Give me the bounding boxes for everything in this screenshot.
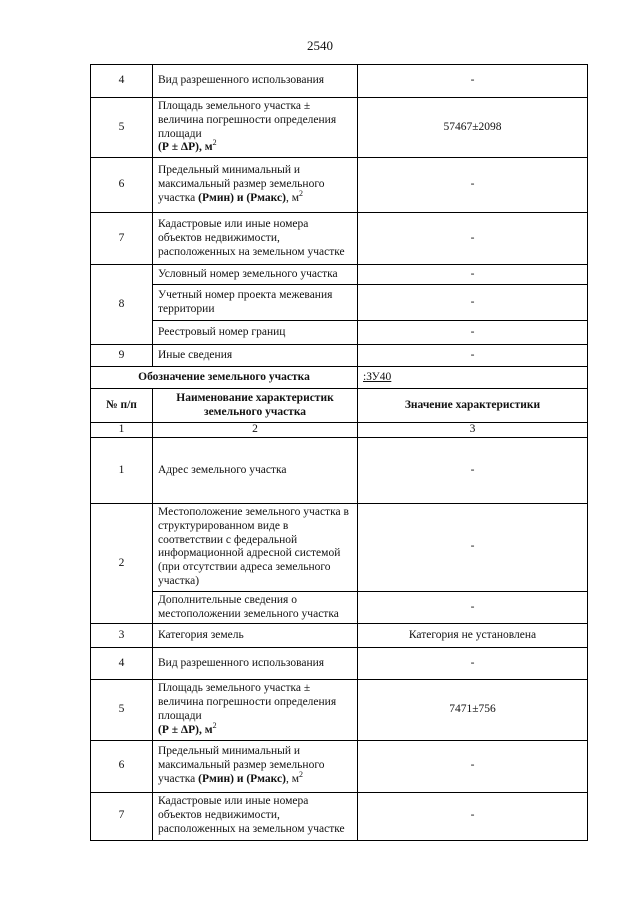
size-formula: (Рмин) и (Рмакс) (198, 192, 286, 205)
name-line: максимальный размер земельного (158, 178, 325, 191)
name-line: площади (158, 127, 202, 140)
index-cell: 3 (358, 423, 588, 438)
table-row (91, 437, 588, 503)
characteristic-value: - (358, 158, 588, 213)
name-line: максимальный размер земельного (158, 759, 325, 772)
characteristic-value: - (358, 591, 588, 624)
table-row (91, 265, 588, 285)
characteristic-value: - (358, 792, 588, 840)
header-row (91, 389, 588, 423)
characteristic-name (153, 98, 358, 158)
table-row (91, 591, 588, 624)
superscript: 2 (298, 189, 303, 199)
characteristic-name (153, 680, 358, 740)
name-line: Площадь земельного участка ± (158, 100, 311, 112)
table-row (91, 740, 588, 792)
row-number: 7 (91, 792, 153, 840)
characteristic-name: Условный номер земельного участка (153, 265, 358, 285)
unit: , м (285, 772, 299, 785)
row-number: 6 (91, 740, 153, 792)
table-row (91, 503, 588, 591)
row-number: 3 (91, 624, 153, 648)
characteristic-value: - (358, 648, 588, 680)
designation-value (358, 367, 588, 389)
characteristic-value: Категория не установлена (358, 624, 588, 648)
characteristic-value: - (358, 265, 588, 285)
row-number: 2 (91, 503, 153, 623)
table-row (91, 65, 588, 98)
characteristic-value: - (358, 345, 588, 367)
header-name: Наименование характеристик земельного участка (153, 389, 358, 423)
name-line: Предельный минимальный и (158, 164, 301, 177)
designation-label: Обозначение земельного участка (91, 367, 358, 389)
row-number: 9 (91, 345, 153, 367)
header-value: Значение характеристики (358, 389, 588, 423)
designation-row (91, 367, 588, 389)
name-line: величина погрешности определения (158, 113, 337, 126)
name-line: участка (158, 192, 199, 205)
row-number: 7 (91, 213, 153, 265)
table-row (91, 345, 588, 367)
characteristic-value: - (358, 740, 588, 792)
characteristic-name (153, 158, 358, 213)
characteristic-name: Кадастровые или иные номера объектов недвижимости, расположенных на земельном участке (153, 213, 358, 265)
name-line: площади (158, 709, 202, 722)
characteristic-value: - (358, 65, 588, 98)
index-cell: 1 (91, 423, 153, 438)
table-row (91, 792, 588, 840)
size-formula: (Рмин) и (Рмакс) (198, 772, 286, 785)
name-line: Площадь земельного участка ± (158, 682, 311, 695)
characteristic-name: Иные сведения (153, 345, 358, 367)
characteristic-name: Дополнительные сведения о местоположении земельного участка (153, 591, 358, 624)
row-number: 4 (91, 648, 153, 680)
row-number: 5 (91, 98, 153, 158)
index-cell: 2 (153, 423, 358, 438)
row-number: 8 (91, 265, 153, 345)
plot-id: :ЗУ40 (363, 370, 392, 383)
area-formula: (Р ± ΔР), м (158, 141, 213, 154)
table-row (91, 321, 588, 345)
table-row (91, 680, 588, 740)
characteristic-name: Категория земель (153, 624, 358, 648)
characteristic-value: 57467±2098 (358, 98, 588, 158)
superscript: 2 (298, 770, 303, 780)
table-row (91, 624, 588, 648)
area-formula: (Р ± ΔР), м (158, 723, 213, 736)
characteristic-name: Кадастровые или иные номера объектов недвижимости, расположенных на земельном участке (153, 792, 358, 840)
superscript: 2 (212, 138, 217, 148)
row-number: 1 (91, 437, 153, 503)
characteristic-name: Адрес земельного участка (153, 437, 358, 503)
characteristic-name: Реестровый номер границ (153, 321, 358, 345)
characteristic-name: Вид разрешенного использования (153, 648, 358, 680)
name-line: участка (158, 772, 199, 785)
characteristic-value: - (358, 213, 588, 265)
characteristic-value: - (358, 285, 588, 321)
table-row (91, 648, 588, 680)
characteristic-name: Учетный номер проекта межевания территории (153, 285, 358, 321)
row-number: 4 (91, 65, 153, 98)
characteristic-value: - (358, 437, 588, 503)
superscript: 2 (212, 720, 217, 730)
characteristic-name: Местоположение земельного участка в структурированном виде в соответствии с федеральной информационной адресной системой (при отсутствии адреса земельного участка) (153, 503, 358, 591)
characteristic-value: - (358, 503, 588, 591)
page-number: 2540 (307, 38, 333, 53)
characteristic-value: - (358, 321, 588, 345)
row-number: 6 (91, 158, 153, 213)
characteristic-name: Вид разрешенного использования (153, 65, 358, 98)
table-row (91, 98, 588, 158)
land-plot-table (90, 64, 588, 841)
table-row (91, 158, 588, 213)
index-row (91, 423, 588, 438)
header-number: № п/п (91, 389, 153, 423)
table-row (91, 213, 588, 265)
table-row (91, 285, 588, 321)
characteristic-name (153, 740, 358, 792)
name-line: Предельный минимальный и (158, 745, 301, 758)
row-number: 5 (91, 680, 153, 740)
characteristic-value: 7471±756 (358, 680, 588, 740)
name-line: величина погрешности определения (158, 696, 337, 709)
unit: , м (285, 192, 299, 205)
